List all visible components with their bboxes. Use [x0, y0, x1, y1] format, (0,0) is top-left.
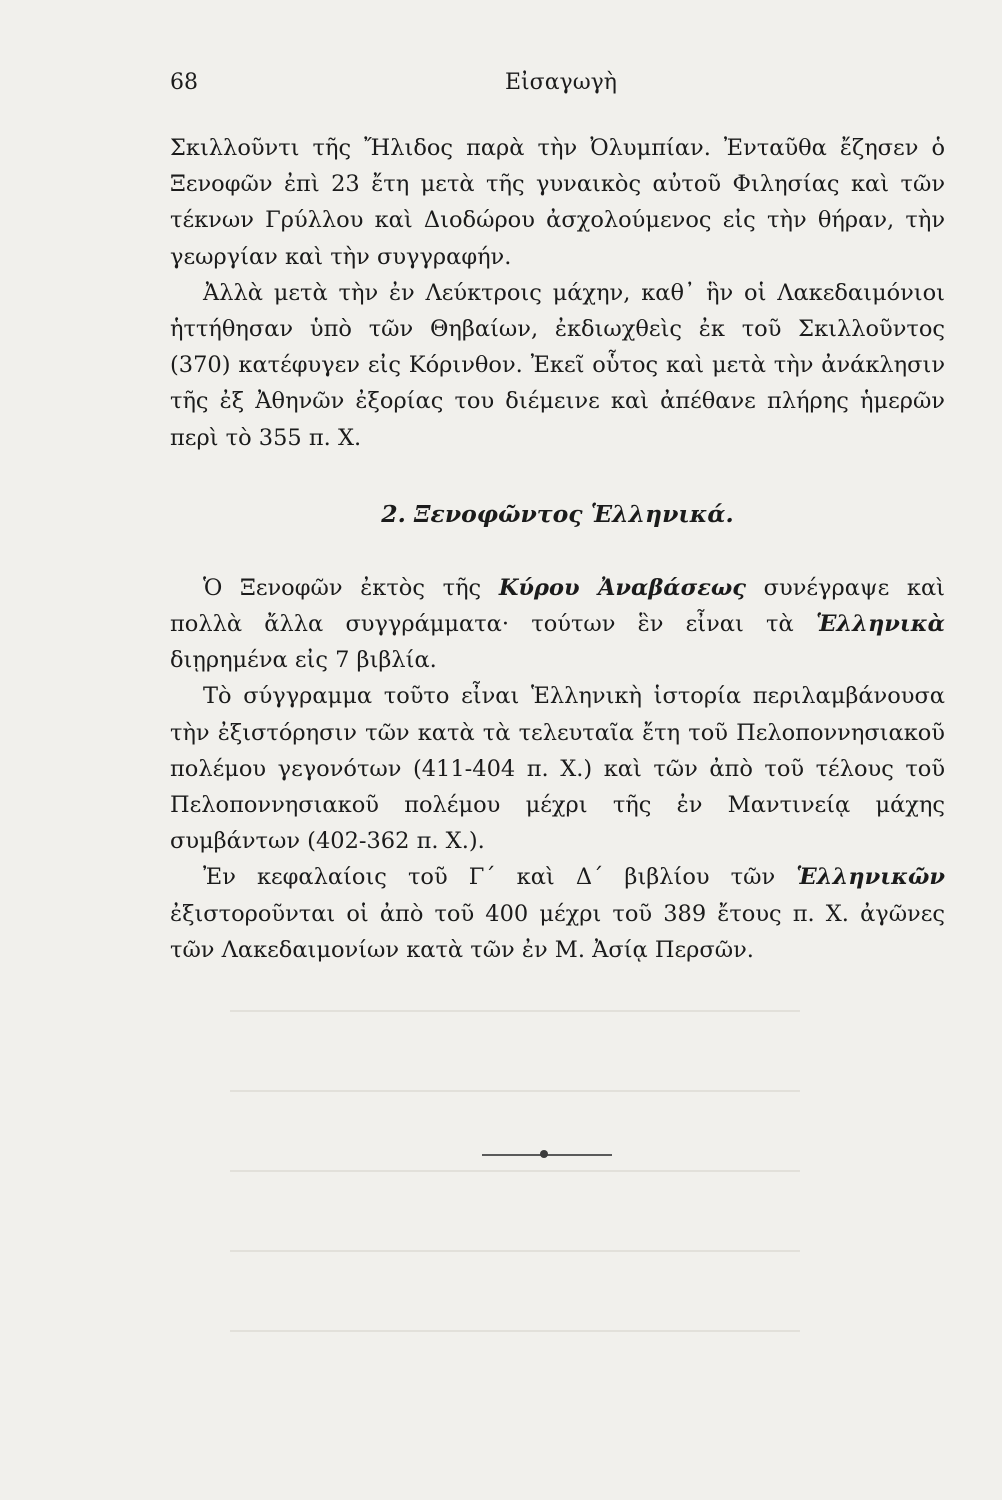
show-through-line	[230, 1170, 800, 1172]
title-hellenicon: Ἑλληνικῶν	[796, 864, 945, 891]
text-run: ἐξιστοροῦνται οἱ ἀπὸ τοῦ 400 μέχρι τοῦ 389 ἔτους π. Χ. ἀγῶνες τῶν Λακεδαιμονίων κατὰ τῶν ἐν Μ. Ἀσίᾳ Περσῶν.	[170, 900, 945, 963]
running-title: Εἰσαγωγὴ	[505, 70, 617, 95]
text-run: Ὁ Ξενοφῶν ἐκτὸς τῆς	[203, 574, 499, 601]
divider-ornament	[540, 1150, 548, 1158]
text-run: διῃρημένα εἰς 7 βιβλία.	[170, 647, 437, 674]
page-number: 68	[170, 70, 198, 95]
title-anabasis: Κύρου Ἀναβάσεως	[498, 574, 746, 601]
text-run: συνέγραψε καὶ πολλὰ ἄλλα συγγράμματα· τούτων ἓν εἶναι τὰ	[170, 574, 945, 638]
show-through-line	[230, 1250, 800, 1252]
body-text	[170, 130, 945, 968]
paragraph-books-3-4	[170, 859, 945, 968]
text-run: Ἐν κεφαλαίοις τοῦ Γ´ καὶ Δ´ βιβλίου τῶν	[203, 864, 797, 891]
page-header	[170, 70, 945, 104]
title-hellenica: Ἑλληνικὰ	[815, 611, 945, 638]
show-through-line	[230, 1330, 800, 1332]
section-heading: 2. Ξενοφῶντος Ἑλληνικά.	[381, 499, 734, 528]
show-through-line	[230, 1010, 800, 1012]
paragraph-hellenica-content: Τὸ σύγγραμμα τοῦτο εἶναι Ἑλληνικὴ ἱστορία περιλαμβάνουσα τὴν ἐξιστόρησιν τῶν κατὰ τὰ τελευταῖα ἔτη τοῦ Πελοποννησιακοῦ πολέμου γεγονότων (411-404 π. Χ.) καὶ τῶν ἀπὸ τοῦ τέλους τοῦ Πελοποννησιακοῦ πολέμου μέχρι τῆς ἐν Μαντινείᾳ μάχης συμβάντων (402-362 π. Χ.).	[170, 683, 945, 855]
show-through-line	[230, 1090, 800, 1092]
paragraph-hellenica-intro	[170, 570, 945, 679]
paragraph-skillous: Σκιλλοῦντι τῆς Ἤλιδος παρὰ τὴν Ὀλυμπίαν. Ἐνταῦθα ἔζησεν ὁ Ξενοφῶν ἐπὶ 23 ἔτη μετὰ τῆς γυναικὸς αὐτοῦ Φιλησίας καὶ τῶν τέκνων Γρύλλου καὶ Διοδώρου ἀσχολούμενος εἰς τὴν θήραν, τὴν γεωργίαν καὶ τὴν συγγραφήν.	[170, 135, 945, 270]
paragraph-leuctra: Ἀλλὰ μετὰ τὴν ἐν Λεύκτροις μάχην, καθ᾽ ἣν οἱ Λακεδαιμόνιοι ἡττήθησαν ὑπὸ τῶν Θηβαίων, ἐκδιωχθεὶς ἐκ τοῦ Σκιλλοῦντος (370) κατέφυγεν εἰς Κόρινθον. Ἐκεῖ οὗτος καὶ μετὰ τὴν ἀνάκλησιν τῆς ἐξ Ἀθηνῶν ἐξορίας του διέμεινε καὶ ἀπέθανε πλήρης ἡμερῶν περὶ τὸ 355 π. Χ.	[170, 279, 945, 451]
